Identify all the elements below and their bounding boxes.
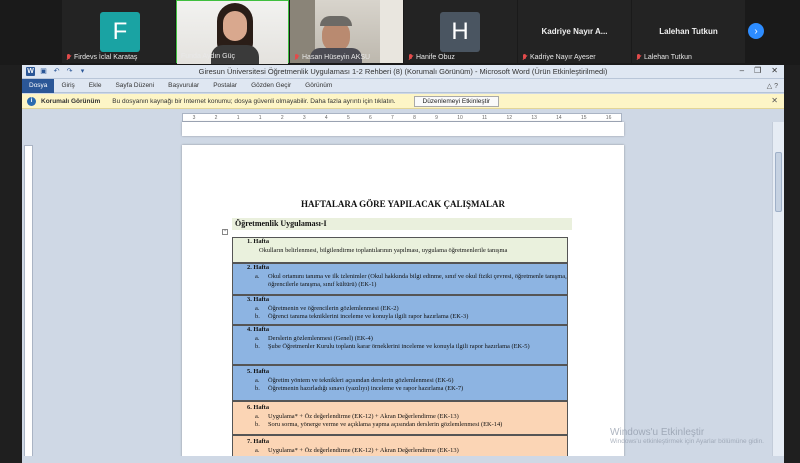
section-heading: Öğretmenlik Uygulaması-I: [232, 218, 572, 230]
tab-mailings[interactable]: Postalar: [213, 81, 238, 89]
participant-tile-firdevs[interactable]: [62, 0, 175, 63]
tab-view[interactable]: Görünüm: [305, 81, 333, 89]
table-move-handle-icon[interactable]: +: [223, 229, 227, 234]
week-label: 5. Hafta: [247, 368, 270, 375]
previous-page: [182, 122, 624, 136]
participant-name: Hanife Obuz: [416, 54, 455, 61]
protected-view-message[interactable]: Bu dosyanın kaynağı bir Internet konumu; dosya güvenli olmayabilir. Daha fazla ayrıntı için tıklatın.: [112, 97, 396, 105]
tab-review[interactable]: Gözden Geçir: [251, 81, 292, 89]
title-bar: [22, 65, 784, 79]
window-title: Giresun Üniversitesi Öğretmenlik Uygulaması 1-2 Rehberi (8) (Korumalı Görünüm) - Microsoft Word (Ürün Etkinleştirilmedi): [198, 67, 608, 76]
mic-muted-icon: [408, 54, 414, 61]
mic-muted-icon: [294, 54, 300, 61]
vertical-scrollbar[interactable]: [772, 122, 784, 463]
minimize-icon[interactable]: –: [739, 66, 745, 75]
participant-name: Lalehan Tutkun: [644, 54, 692, 61]
participant-display-name: Kadriye Nayır A...: [541, 27, 608, 36]
week-label: 6. Hafta: [247, 404, 270, 411]
week-label: 7. Hafta: [247, 438, 270, 445]
week-item: a. Öğretim yöntem ve teknikleri açısından derslerin gözlemlenmesi (EK-6): [255, 376, 454, 384]
week-item: a. Okul ortamını tanıma ve ilk izlenimler (Okul hakkında bilgi edinme, sınıf ve okul fiziki çevresi, öğretmenle tanışma, öğrencilerle tanışma, sınıf kültürü) (EK-1): [255, 272, 567, 288]
participant-display-name: Lalehan Tutkun: [659, 27, 718, 36]
help-icon[interactable]: △ ?: [766, 83, 778, 90]
protected-view-title: Korumalı Görünüm: [41, 97, 101, 105]
document-title: HAFTALARA GÖRE YAPILACAK ÇALIŞMALAR: [301, 199, 505, 209]
save-icon[interactable]: ▣: [40, 68, 47, 75]
participant-tile-lalehan[interactable]: [632, 0, 745, 63]
participant-tile-kadriye[interactable]: [518, 0, 631, 63]
protected-view-bar: [22, 94, 784, 109]
table-row: [232, 295, 568, 325]
redo-icon[interactable]: ↷: [66, 68, 73, 75]
participant-tile-funda[interactable]: [176, 0, 289, 63]
scrollbar-thumb[interactable]: [775, 152, 782, 212]
next-participants-chevron-icon[interactable]: ›: [748, 23, 764, 39]
info-icon: i: [27, 97, 36, 106]
word-logo-icon[interactable]: W: [27, 68, 34, 75]
week-label: 3. Hafta: [247, 296, 270, 303]
participant-name: Kadriye Nayır Ayeser: [530, 54, 596, 61]
close-infobar-icon[interactable]: ✕: [771, 96, 778, 105]
horizontal-ruler[interactable]: 3 2 1 1 2 3 4 5 6 7 8 9 10 11 12 13 14 15 16: [182, 113, 622, 122]
week-label: 2. Hafta: [247, 264, 270, 271]
week-item: b. Öğrenci tanıma tekniklerini inceleme ve konuyla ilgili rapor hazırlama (EK-3): [255, 313, 469, 320]
week-item: Okulların belirlenmesi, bilgilendirme toplantılarının yapılması, uygulama öğretmenlerile tanışma: [259, 246, 508, 254]
table-row: [232, 237, 568, 263]
mic-muted-icon: [636, 54, 642, 61]
week-item: a. Öğretmenin ve öğrencilerin gözlemlenmesi (EK-2): [255, 304, 399, 312]
vertical-ruler[interactable]: [24, 145, 33, 463]
mic-muted-icon: [522, 54, 528, 61]
week-item: b. Şube Öğretmenler Kurulu toplantı karar örneklerini inceleme ve konuyla ilgili rapor hazırlama (EK-5): [255, 343, 530, 350]
week-item: b. Soru sorma, yönerge verme ve açıklama yapma açısından derslerin gözlemlenmesi (EK-14): [255, 421, 503, 428]
participant-initial: H: [440, 12, 480, 52]
restore-icon[interactable]: ❐: [754, 66, 762, 75]
tab-page-layout[interactable]: Sayfa Düzeni: [115, 81, 155, 89]
participant-tile-hasan[interactable]: [290, 0, 403, 63]
ribbon-tabs: [22, 79, 784, 93]
week-label: 4. Hafta: [247, 326, 270, 333]
tab-home[interactable]: Giriş: [61, 81, 75, 89]
tab-insert[interactable]: Ekle: [88, 81, 102, 89]
close-icon[interactable]: ✕: [771, 66, 778, 75]
enable-editing-button[interactable]: Düzenlemeyi Etkinleştir: [414, 96, 500, 107]
table-row: [232, 263, 568, 295]
tab-file[interactable]: Dosya: [22, 79, 54, 93]
customize-toolbar-icon[interactable]: ▾: [80, 68, 85, 75]
document-page[interactable]: [182, 145, 624, 463]
table-row: [232, 365, 568, 401]
mic-muted-icon: [66, 54, 72, 61]
video-participants-strip: [0, 0, 800, 65]
tab-references[interactable]: Başvurular: [168, 81, 200, 89]
week-item: b. Öğretmenin hazırladığı sınavı (yazılıyı) inceleme ve rapor hazırlama (EK-7): [255, 385, 464, 392]
participant-name: Funda Aydın Güç: [181, 53, 235, 60]
participant-tile-hanife[interactable]: [404, 0, 517, 63]
windows-activation-watermark: Windows'u Etkinleştir Windows'u etkinleştirmek için Ayarlar bölümüne gidin.: [610, 427, 764, 445]
word-window: [22, 65, 784, 463]
window-controls: [740, 66, 778, 75]
week-item: a. Derslerin gözlemlenmesi (Genel) (EK-4): [255, 334, 373, 342]
undo-icon[interactable]: ↶: [53, 68, 60, 75]
status-bar: [22, 456, 784, 463]
week-item: a. Uygulama* + Öz değerlendirme (EK-12) + Akran Değerlendirme (EK-13): [255, 446, 459, 454]
participant-initial: F: [100, 12, 140, 52]
participant-name: Hasan Hüseyin AKSU: [302, 54, 371, 61]
participant-name: Firdevs İclal Karataş: [74, 54, 138, 61]
week-item: a. Uygulama* + Öz değerlendirme (EK-12) + Akran Değerlendirme (EK-13): [255, 412, 459, 420]
week-label: 1. Hafta: [247, 238, 270, 245]
table-row: [232, 401, 568, 435]
table-row: [232, 325, 568, 365]
